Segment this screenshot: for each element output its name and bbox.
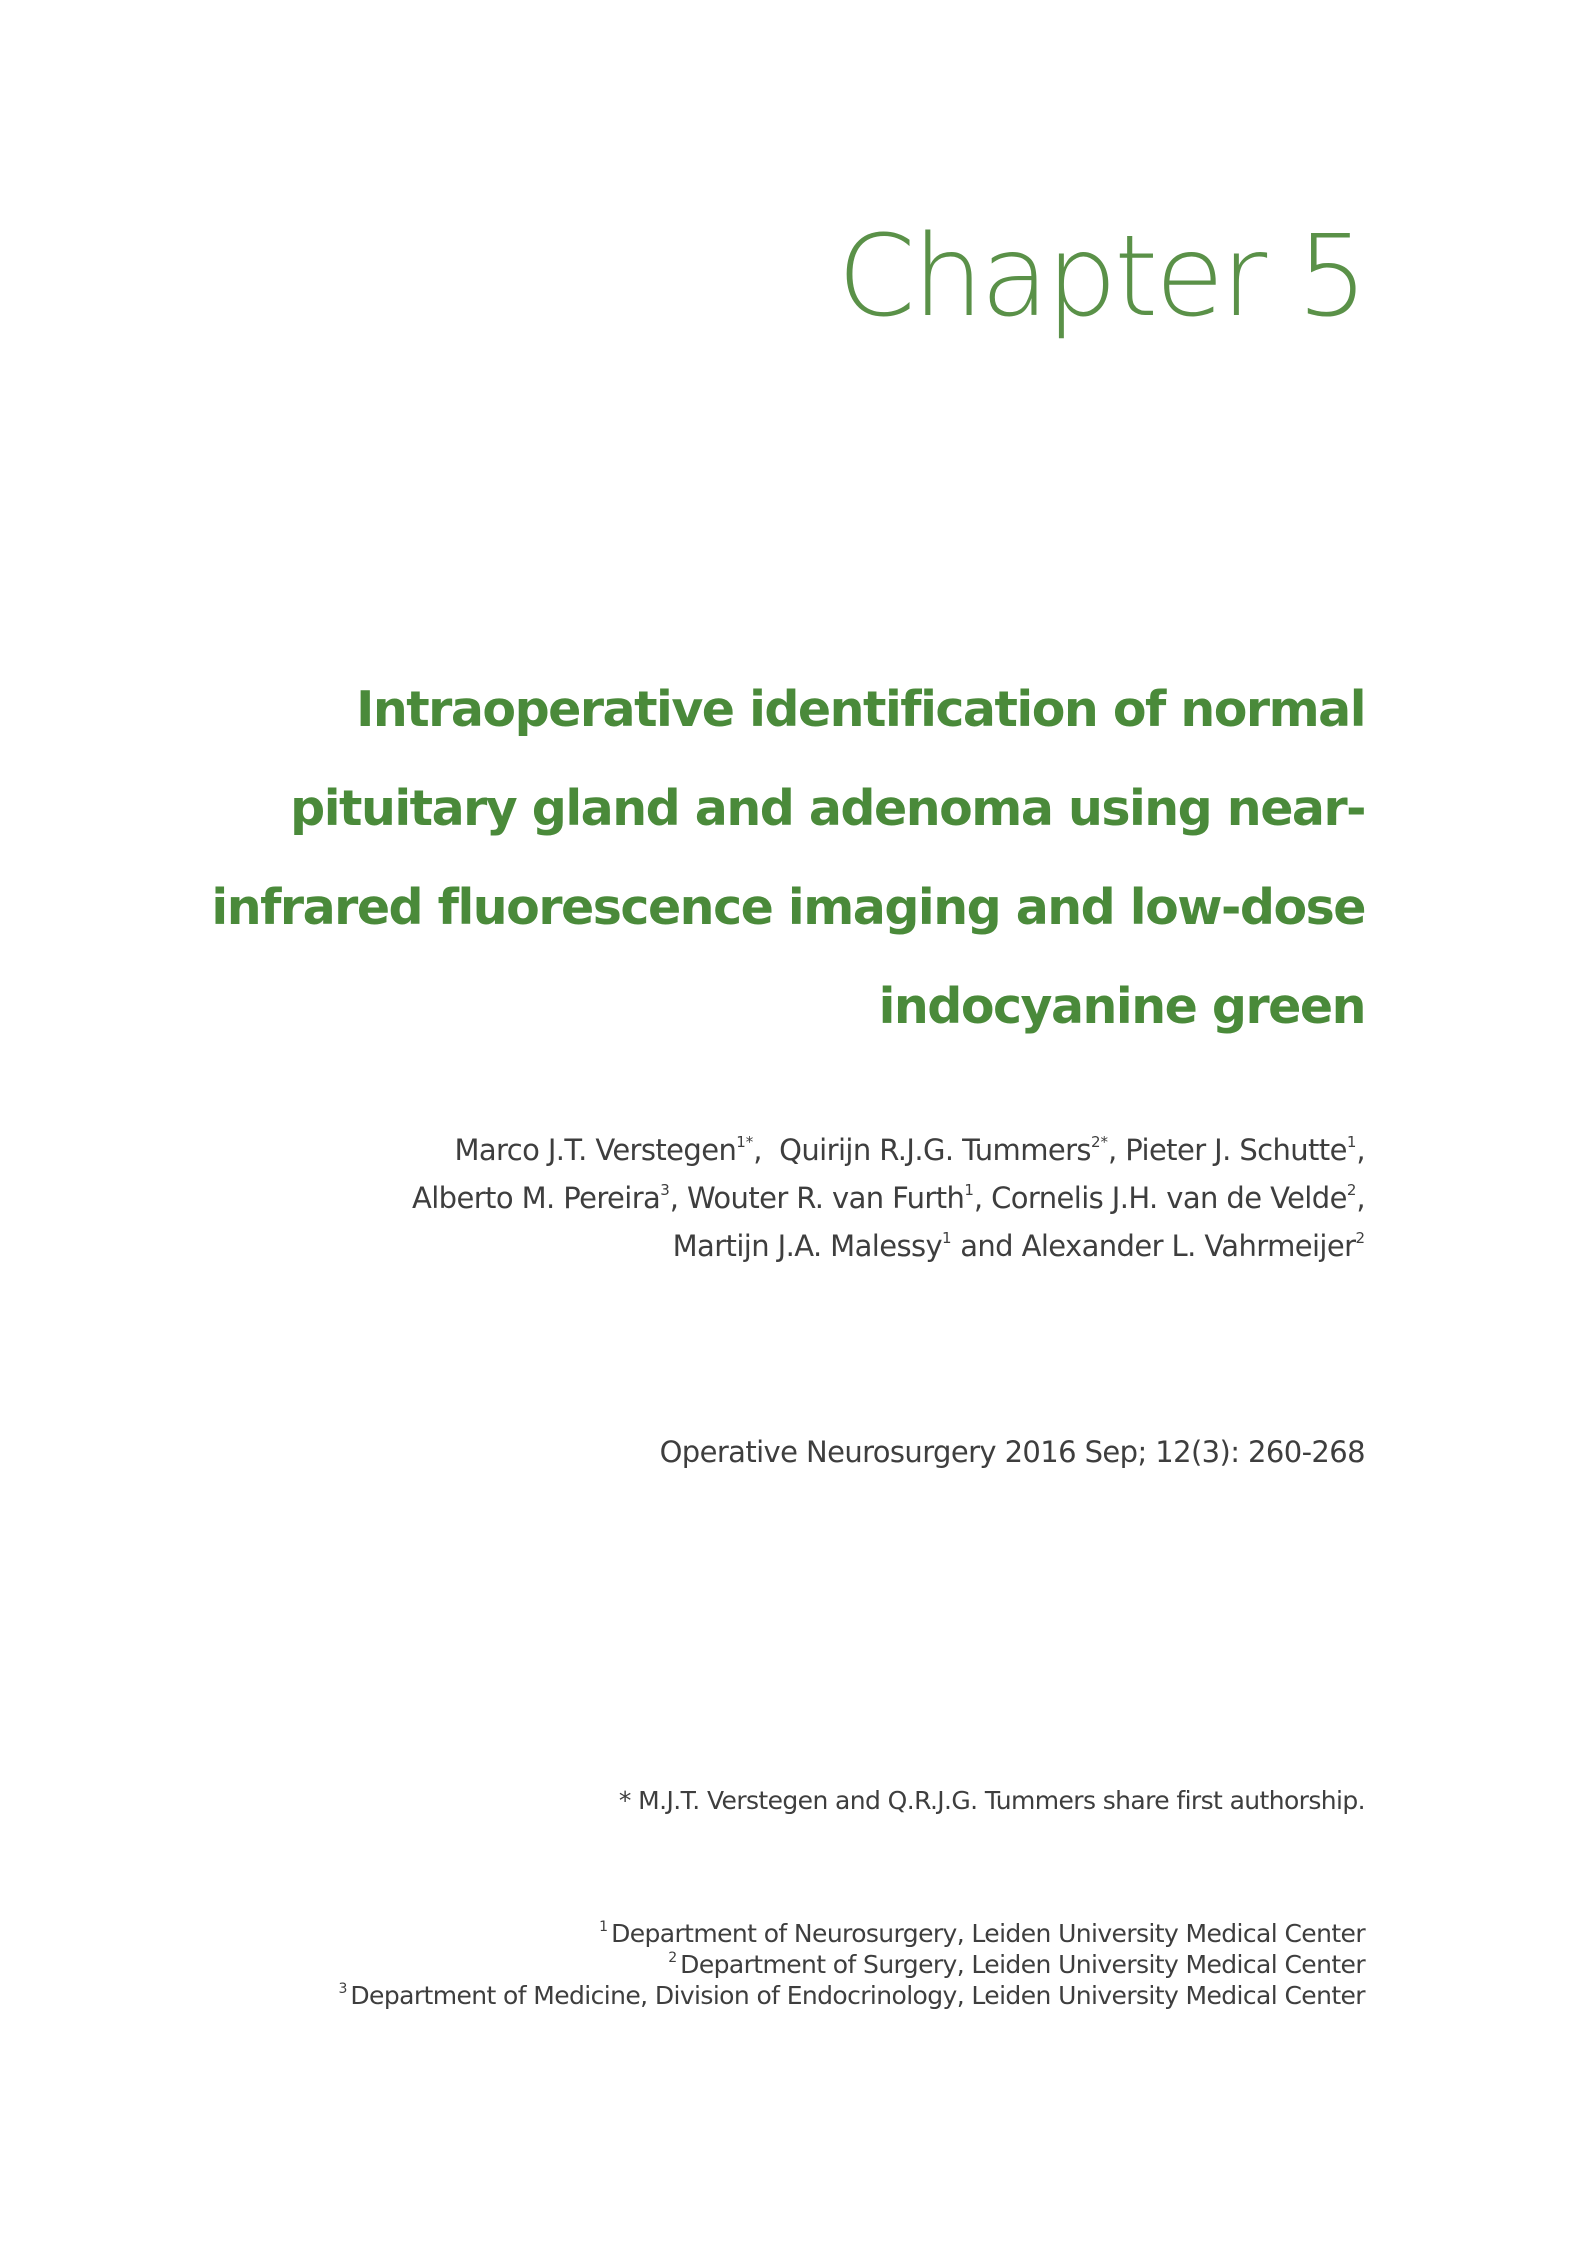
author-name: Marco J.T. Verstegen	[454, 1133, 737, 1167]
affiliation-number: 3	[338, 1981, 348, 1997]
author-name: Pieter J. Schutte	[1125, 1133, 1347, 1167]
author-affiliation-mark: 1	[942, 1229, 952, 1247]
journal-citation: Operative Neurosurgery 2016 Sep; 12(3): 260-268	[659, 1435, 1365, 1469]
affiliation-text: Department of Medicine, Division of Endocrinology, Leiden University Medical Center	[350, 1981, 1365, 2010]
author-name: Martijn J.A. Malessy	[672, 1229, 943, 1263]
author-affiliation-mark: 2*	[1090, 1133, 1108, 1151]
author-affiliation-mark: 2	[1355, 1229, 1365, 1247]
affiliation-number: 2	[668, 1950, 678, 1966]
title-line: pituitary gland and adenoma using near-	[290, 780, 1365, 837]
author-affiliation-mark: 2	[1346, 1181, 1357, 1199]
author-line	[265, 1126, 1365, 1174]
author-name: Alberto M. Pereira	[411, 1181, 661, 1215]
affiliation-text: Department of Neurosurgery, Leiden University Medical Center	[611, 1919, 1365, 1948]
author-affiliation-mark: 1	[1346, 1133, 1357, 1151]
author-affiliation-mark: 1*	[736, 1133, 754, 1151]
title-line: indocyanine green	[878, 978, 1365, 1035]
author-separator: ,	[1356, 1181, 1365, 1215]
author-affiliation-mark: 3	[660, 1181, 670, 1199]
chapter-heading: Chapter 5	[837, 212, 1365, 342]
author-line	[265, 1174, 1365, 1222]
author-separator: ,	[1356, 1133, 1365, 1167]
title-line: Intraoperative identification of normal	[356, 681, 1365, 738]
article-title	[165, 660, 1365, 1056]
author-separator: and	[951, 1229, 1022, 1263]
author-name: Alexander L. Vahrmeijer	[1021, 1229, 1356, 1263]
author-line	[265, 1222, 1365, 1270]
author-separator: ,	[973, 1181, 992, 1215]
author-name: Quirijn R.J.G. Tummers	[779, 1133, 1091, 1167]
author-list	[265, 1126, 1365, 1270]
author-separator: ,	[753, 1133, 780, 1167]
affiliation-text: Department of Surgery, Leiden University Medical Center	[680, 1950, 1365, 1979]
affiliation-item	[338, 1980, 1365, 2011]
author-name: Cornelis J.H. van de Velde	[991, 1181, 1347, 1215]
author-affiliation-mark: 1	[964, 1181, 974, 1199]
affiliation-item	[338, 1918, 1365, 1949]
author-name: Wouter R. van Furth	[687, 1181, 965, 1215]
affiliation-number: 1	[599, 1919, 609, 1935]
title-line: infrared fluorescence imaging and low-dose	[211, 879, 1365, 936]
affiliation-item	[338, 1949, 1365, 1980]
author-separator: ,	[1107, 1133, 1126, 1167]
affiliation-list	[338, 1918, 1365, 2011]
shared-authorship-note: * M.J.T. Verstegen and Q.R.J.G. Tummers share first authorship.	[618, 1786, 1365, 1815]
author-separator: ,	[669, 1181, 688, 1215]
